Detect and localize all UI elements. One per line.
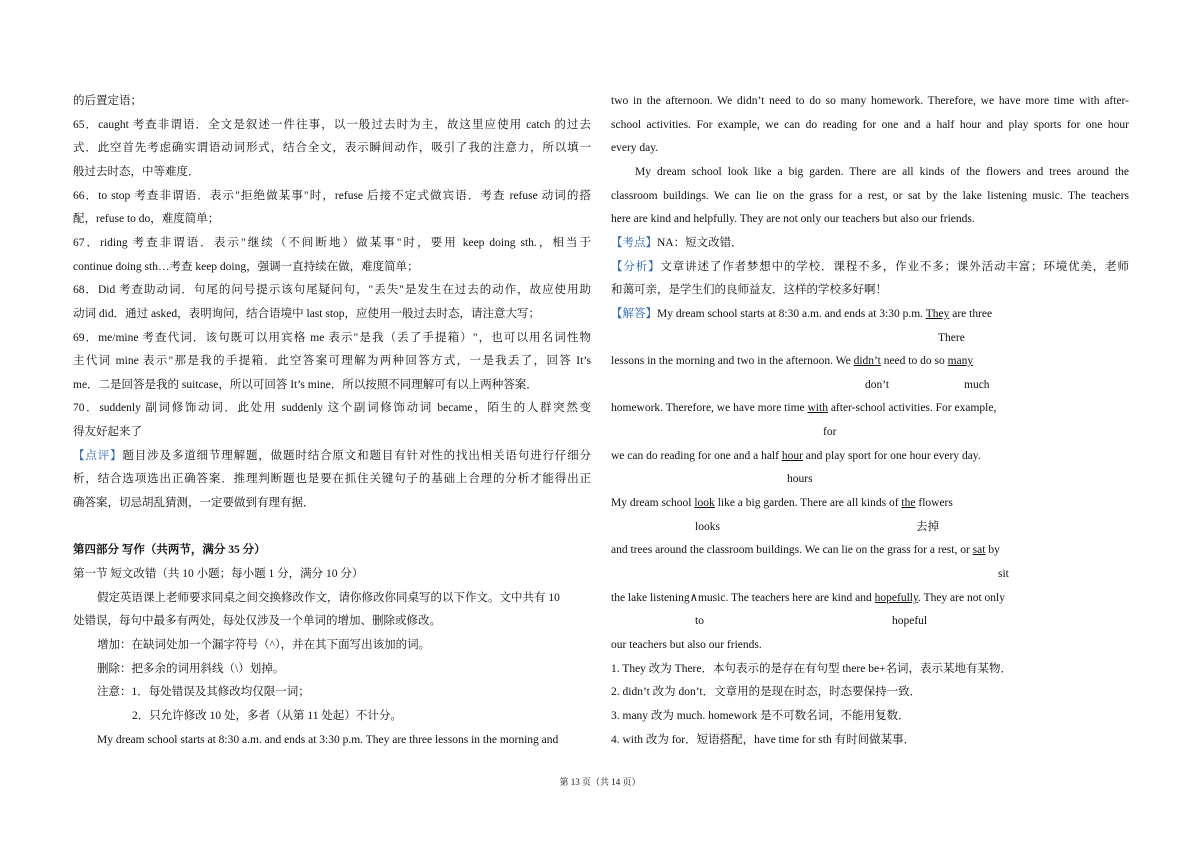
answer-text: My dream school starts at 8:30 a.m. and ends at 3:30 p.m. bbox=[657, 308, 926, 320]
text-line: 般过去时态，中等难度． bbox=[73, 166, 200, 178]
text-line: 68．Did 考查助动词．句尾的问号提示该句尾疑问句，"丢失"是发生在过去的动作，故应使用助 bbox=[73, 284, 591, 296]
text-line: 假定英语课上老师要求同桌之间交换修改作文，请你修改你同桌写的以下作文。文中共有 10 bbox=[97, 592, 560, 604]
text-line: 66．to stop 考查非谓语．表示"拒绝做某事"时，refuse 后接不定式做宾语．考查 refuse 动词的搭 bbox=[73, 190, 591, 202]
text-line: 删除：把多余的词用斜线（\）划掉。 bbox=[97, 663, 285, 675]
correction-word: much bbox=[964, 379, 990, 391]
error-word: look bbox=[694, 497, 715, 509]
correction-word: to bbox=[695, 615, 704, 627]
page-footer: 第 13 页（共 14 页） bbox=[559, 777, 641, 787]
comment-paragraph bbox=[73, 448, 591, 464]
text-line: 得友好起来了 bbox=[73, 426, 142, 438]
correction-word: hours bbox=[787, 473, 813, 485]
answer-line bbox=[611, 448, 981, 464]
answer-text: by bbox=[985, 544, 1000, 556]
error-word: hour bbox=[781, 450, 803, 462]
answer-line bbox=[611, 590, 1005, 606]
text-line: 确答案，切忌胡乱猜测，一定要做到有理有据． bbox=[73, 497, 315, 509]
kaodian-tag: 【考点】 bbox=[611, 237, 657, 249]
text-line: 67．riding 考查非谓语．表示"继续（不间断地）做某事"时，要用 keep doing sth.，相当于 bbox=[73, 237, 591, 249]
essay-line: classroom buildings. We can lie on the grass for a rest, or sat by the lake listening music. The teachers bbox=[611, 190, 1129, 202]
section-heading: 第四部分 写作（共两节，满分 35 分） bbox=[73, 544, 266, 556]
text-line: 动词 did．通过 asked，表明询问，结合语境中 last stop，应使用一般过去时态，请注意大写； bbox=[73, 308, 541, 320]
answer-text: after-school activities. For example, bbox=[827, 402, 997, 414]
answer-text: need to do so bbox=[880, 355, 948, 367]
answer-text: and trees around the classroom buildings. We can lie on the grass for a rest, or bbox=[611, 544, 973, 556]
answer-text: we can do reading for one and a half bbox=[611, 450, 782, 462]
note-line: 4. with 改为 for．短语搭配，have time for sth 有时间做某事． bbox=[611, 734, 916, 746]
text-line: 主代词 mine 表示"那是我的手提箱．此空答案可理解为两种回答方式，一是我丢了，回答 It’s bbox=[73, 355, 591, 367]
fenxi-line: 和蔼可亲，是学生们的良师益友．这样的学校多好啊！ bbox=[611, 284, 887, 296]
text-line: 配，refuse to do，难度简单； bbox=[73, 213, 220, 225]
text-line: 式．此空首先考虑确实谓语动词形式，结合全文，表示瞬间动作，吸引了我的注意力，所以填一 bbox=[73, 142, 591, 154]
answer-text: and play sport for one hour every day. bbox=[802, 450, 981, 462]
text-line: 70．suddenly 副词修饰动词．此处用 suddenly 这个副词修饰动词 became，陌生的人群突然变 bbox=[73, 402, 591, 414]
error-word: They bbox=[925, 308, 950, 320]
answer-text: are three bbox=[949, 308, 993, 320]
text-line: 69．me/mine 考查代词．该句既可以用宾格 me 表示"是我（丢了手提箱）"，也可以用名词性物 bbox=[73, 332, 591, 344]
correction-word: hopeful bbox=[892, 615, 928, 627]
correction-word: looks bbox=[695, 521, 720, 533]
answer-line bbox=[611, 495, 953, 511]
error-word: didn’t bbox=[853, 355, 881, 367]
text-line: 增加：在缺词处加一个漏字符号（^），并在其下面写出该加的词。 bbox=[97, 639, 431, 651]
text-line: continue doing sth…考查 keep doing，强调一直持续在做，难度简单； bbox=[73, 261, 419, 273]
answer-line bbox=[611, 542, 1000, 558]
text-line: 题目涉及多道细节理解题，做题时结合原文和题目有针对性的找出相关语句进行仔细分 bbox=[122, 450, 592, 462]
answer-text: the lake listening∧music. The teachers here are kind and bbox=[611, 592, 875, 604]
subsection-heading: 第一节 短文改错（共 10 小题；每小题 1 分，满分 10 分） bbox=[73, 568, 364, 580]
fenxi-text: 文章讲述了作者梦想中的学校．课程不多，作业不多；课外活动丰富；环境优美，老师 bbox=[660, 261, 1130, 273]
kaodian-line bbox=[611, 235, 743, 251]
answer-line bbox=[611, 353, 973, 369]
text-line: 的后置定语； bbox=[73, 95, 142, 107]
text-line: 处错误，每句中最多有两处，每处仅涉及一个单词的增加、删除或修改。 bbox=[73, 615, 441, 627]
text-line: me．二是回答是我的 suitcase，所以可回答 It’s mine．所以按照不同理解可有以上两种答案． bbox=[73, 379, 538, 391]
correction-word: 去掉 bbox=[916, 521, 939, 533]
error-word: sat bbox=[972, 544, 986, 556]
answer-text: My dream school bbox=[611, 497, 695, 509]
text-line: 注意：1．每处错误及其修改均仅限一词； bbox=[97, 686, 310, 698]
text-line: 65．caught 考查非谓语．全文是叙述一件往事，以一般过去时为主，故这里应使用 catch 的过去 bbox=[73, 119, 591, 131]
note-line: 1. They 改为 There．本句表示的是存在有句型 there be+名词，表示某地有某物． bbox=[611, 663, 1013, 675]
answer-line bbox=[611, 306, 992, 322]
correction-word: sit bbox=[998, 568, 1009, 580]
answer-text: . They are not only bbox=[918, 592, 1005, 604]
error-word: hopefully bbox=[874, 592, 918, 604]
text-line: 2．只允许修改 10 处，多者（从第 11 处起）不计分。 bbox=[132, 710, 402, 722]
text-line: 析，结合选项选出正确答案．推理判断题也是要在抓住关键句子的基础上合理的分析才能得出正 bbox=[73, 473, 591, 485]
note-line: 2. didn’t 改为 don’t．文章用的是现在时态，时态要保持一致． bbox=[611, 686, 922, 698]
fenxi-line bbox=[611, 259, 1129, 275]
essay-line: here are kind and helpfully. They are not only our teachers but also our friends. bbox=[611, 213, 975, 225]
note-line: 3. many 改为 much. homework 是不可数名词，不能用复数． bbox=[611, 710, 910, 722]
answer-line bbox=[611, 400, 996, 416]
answer-text: like a big garden. There are all kinds of bbox=[714, 497, 902, 509]
correction-word: for bbox=[823, 426, 837, 438]
error-word: the bbox=[901, 497, 916, 509]
error-word: with bbox=[807, 402, 828, 414]
comment-tag: 【点评】 bbox=[73, 450, 123, 462]
correction-word: don’t bbox=[865, 379, 890, 391]
essay-line: every day. bbox=[611, 142, 659, 154]
answer-text: flowers bbox=[915, 497, 953, 509]
essay-line: school activities. For example, we can do reading for one and a half hour and play sports for one hour bbox=[611, 119, 1129, 131]
correction-word: There bbox=[938, 332, 965, 344]
essay-line: two in the afternoon. We didn’t need to do so many homework. Therefore, we have more time with after- bbox=[611, 95, 1129, 107]
essay-line: My dream school starts at 8:30 a.m. and ends at 3:30 p.m. They are three lessons in the morning and bbox=[97, 734, 559, 746]
essay-line: My dream school look like a big garden. There are all kinds of the flowers and trees around the bbox=[635, 166, 1129, 178]
kaodian-text: NA：短文改错． bbox=[657, 237, 743, 249]
answer-line: our teachers but also our friends. bbox=[611, 639, 762, 651]
answer-text: homework. Therefore, we have more time bbox=[611, 402, 808, 414]
fenxi-tag: 【分析】 bbox=[611, 261, 661, 273]
jieda-tag: 【解答】 bbox=[611, 308, 657, 320]
answer-text: lessons in the morning and two in the afternoon. We bbox=[611, 355, 854, 367]
error-word: many bbox=[947, 355, 974, 367]
